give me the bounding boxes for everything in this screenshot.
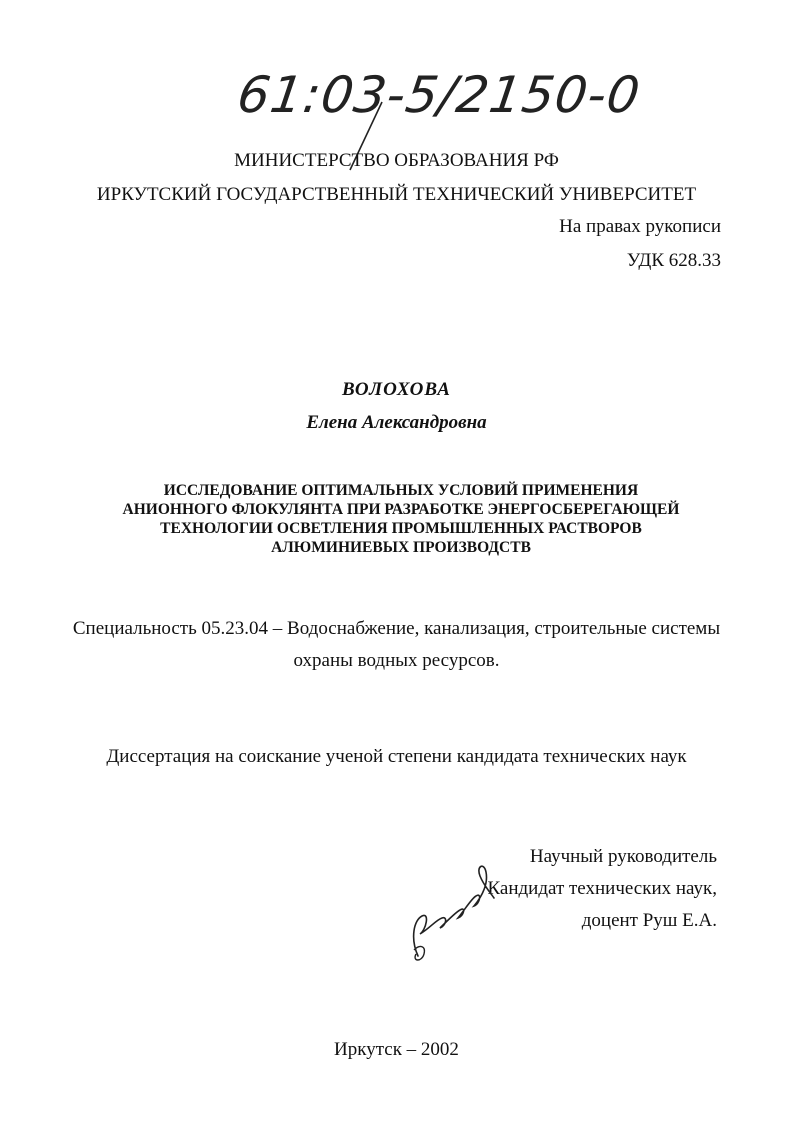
udk-code: УДК 628.33 — [626, 250, 721, 271]
author-name: Елена Александровна — [306, 412, 487, 433]
advisor-role: Научный руководитель — [529, 846, 717, 867]
university-heading: ИРКУТСКИЙ ГОСУДАРСТВЕННЫЙ ТЕХНИЧЕСКИЙ УНИВЕРСИТЕТ — [96, 184, 697, 205]
advisor-name: доцент Руш Е.А. — [581, 910, 717, 931]
advisor-degree: Кандидат технических наук, — [487, 878, 717, 899]
title-line: АЛЮМИНИЕВЫХ ПРОИЗВОДСТВ — [271, 539, 531, 556]
ministry-heading: МИНИСТЕРСТВО ОБРАЗОВАНИЯ РФ — [234, 150, 559, 171]
manuscript-rights: На правах рукописи — [559, 216, 721, 237]
city-year: Иркутск – 2002 — [334, 1039, 459, 1060]
title-line: АНИОННОГО ФЛОКУЛЯНТА ПРИ РАЗРАБОТКЕ ЭНЕРГОСБЕРЕГАЮЩЕЙ — [122, 501, 680, 518]
signature-icon — [396, 858, 506, 970]
title-line: ТЕХНОЛОГИИ ОСВЕТЛЕНИЯ ПРОМЫШЛЕННЫХ РАСТВОРОВ — [160, 520, 642, 537]
title-line: ИССЛЕДОВАНИЕ ОПТИМАЛЬНЫХ УСЛОВИЙ ПРИМЕНЕНИЯ — [163, 482, 639, 499]
dissertation-title — [96, 481, 706, 557]
specialty-line-1: Специальность 05.23.04 – Водоснабжение, канализация, строительные системы — [72, 618, 721, 639]
specialty-line-2: охраны водных ресурсов. — [293, 650, 500, 671]
author-surname: ВОЛОХОВА — [342, 379, 451, 400]
dissertation-degree: Диссертация на соискание ученой степени кандидата технических наук — [106, 746, 687, 767]
archive-code: 61:03-5/2150-0 — [233, 66, 644, 124]
